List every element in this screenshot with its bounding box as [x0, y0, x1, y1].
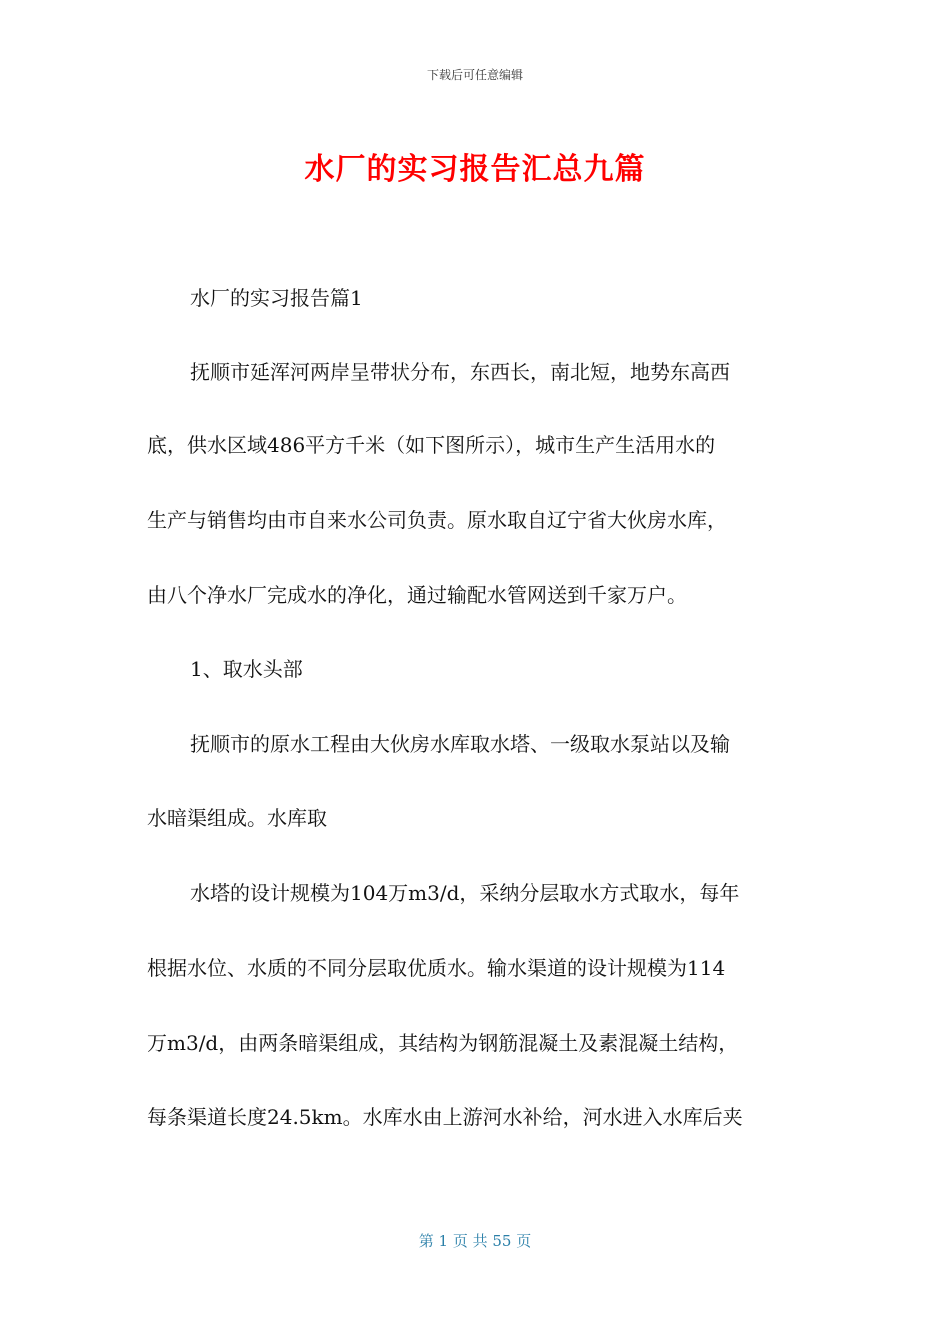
paragraph-line: 由八个净水厂完成水的净化，通过输配水管网送到千家万户。	[147, 583, 687, 607]
paragraph-line: 根据水位、水质的不同分层取优质水。输水渠道的设计规模为114	[147, 956, 726, 980]
paragraph-line: 万m3/d，由两条暗渠组成，其结构为钢筋混凝土及素混凝土结构，	[147, 1031, 739, 1055]
paragraph-line: 水暗渠组成。水库取	[147, 806, 327, 830]
paragraph-line: 生产与销售均由市自来水公司负责。原水取自辽宁省大伙房水库，	[147, 508, 727, 532]
subsection-heading: 1、取水头部	[190, 657, 303, 681]
page-footer: 第 1 页 共 55 页	[418, 1232, 532, 1250]
paragraph-line: 抚顺市延浑河两岸呈带状分布，东西长，南北短，地势东高西	[190, 360, 730, 384]
paragraph-line: 底，供水区域486平方千米（如下图所示），城市生产生活用水的	[147, 433, 716, 457]
paragraph-line: 抚顺市的原水工程由大伙房水库取水塔、一级取水泵站以及输	[190, 732, 730, 756]
document-title: 水厂的实习报告汇总九篇	[304, 152, 646, 187]
paragraph-line: 水塔的设计规模为104万m3/d，采纳分层取水方式取水，每年	[190, 881, 740, 905]
section-heading: 水厂的实习报告篇1	[190, 286, 363, 310]
paragraph-line: 每条渠道长度24.5km。水库水由上游河水补给，河水进入水库后夹	[147, 1105, 743, 1129]
header-note: 下载后可任意编辑	[426, 68, 523, 82]
